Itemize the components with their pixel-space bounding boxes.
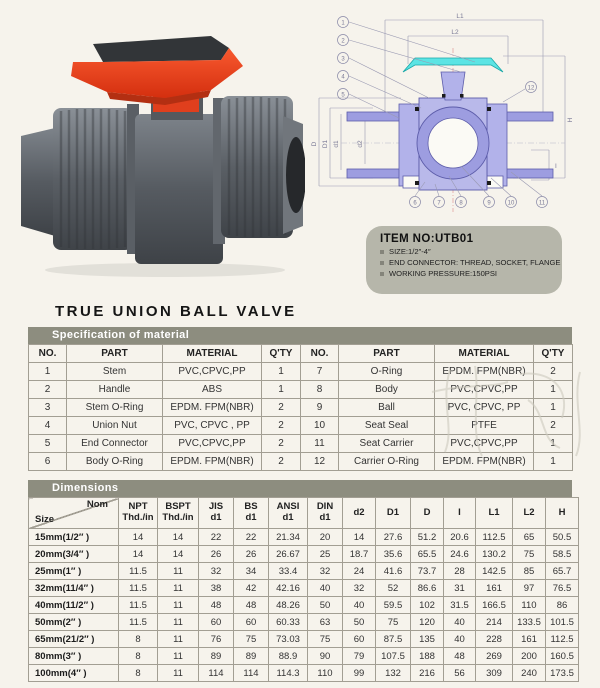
- dims-cell: 24: [343, 563, 376, 580]
- dims-cell: 18.7: [343, 546, 376, 563]
- dims-cell: 51.2: [411, 529, 444, 546]
- dims-cell: 76: [199, 631, 234, 648]
- dims-size-cell: 32mm(11/4″ ): [29, 580, 119, 597]
- svg-text:5: 5: [341, 92, 345, 99]
- spec-cell: PVC,CPVC,PP: [435, 435, 534, 453]
- dims-size-cell: 80mm(3″ ): [29, 648, 119, 665]
- dims-row: [29, 563, 579, 580]
- svg-text:I: I: [555, 163, 557, 170]
- dims-cell: 31.5: [444, 597, 476, 614]
- dims-row: [29, 597, 579, 614]
- dims-cell: 216: [411, 665, 444, 682]
- svg-text:11: 11: [538, 200, 546, 207]
- spec-cell: 1: [534, 381, 573, 399]
- dims-cell: 11.5: [119, 597, 158, 614]
- dims-cell: 41.6: [376, 563, 411, 580]
- dims-cell: 269: [476, 648, 513, 665]
- spec-cell: Handle: [67, 381, 163, 399]
- dims-cell: 99: [343, 665, 376, 682]
- spec-col-header: PART: [339, 345, 435, 363]
- left-end-connector: [21, 128, 55, 236]
- spec-cell: EPDM. FPM(NBR): [163, 453, 262, 471]
- dims-cell: 60: [343, 631, 376, 648]
- bullet-square-icon: [380, 261, 384, 265]
- spec-col-header: Q'TY: [534, 345, 573, 363]
- dims-cell: 114: [234, 665, 269, 682]
- spec-cell: Ball: [339, 399, 435, 417]
- svg-text:2: 2: [341, 38, 345, 45]
- dims-cell: 26: [234, 546, 269, 563]
- dims-cell: 42: [234, 580, 269, 597]
- spec-col-header: NO.: [29, 345, 67, 363]
- spec-cell: 11: [301, 435, 339, 453]
- dims-cell: 160.5: [546, 648, 579, 665]
- dims-cell: 214: [476, 614, 513, 631]
- spec-row: [29, 363, 573, 381]
- dims-cell: 40: [343, 597, 376, 614]
- dims-cell: 34: [234, 563, 269, 580]
- dims-cell: 20: [308, 529, 343, 546]
- dims-cell: 56: [444, 665, 476, 682]
- dims-cell: 89: [234, 648, 269, 665]
- dims-cell: 133.5: [513, 614, 546, 631]
- svg-text:d1: d1: [333, 140, 340, 148]
- dims-cell: 14: [119, 529, 158, 546]
- dims-cell: 27.6: [376, 529, 411, 546]
- dims-col-header: d2: [343, 498, 376, 529]
- dims-cell: 24.6: [444, 546, 476, 563]
- dims-cell: 48: [234, 597, 269, 614]
- spec-cell: PVC, CPVC, PP: [435, 399, 534, 417]
- spec-col-header: MATERIAL: [435, 345, 534, 363]
- dims-row: [29, 546, 579, 563]
- dims-cell: 31: [444, 580, 476, 597]
- svg-text:12: 12: [527, 85, 535, 92]
- dims-cell: 75: [234, 631, 269, 648]
- dims-header-row: [29, 498, 579, 529]
- svg-text:7: 7: [437, 200, 441, 207]
- spec-cell: PVC,CPVC,PP: [163, 363, 262, 381]
- bullet-square-icon: [380, 250, 384, 254]
- dims-cell: 11: [158, 597, 199, 614]
- dims-cell: 90: [308, 648, 343, 665]
- dims-cell: 87.5: [376, 631, 411, 648]
- dims-col-header: DIN d1: [308, 498, 343, 529]
- dims-cell: 52: [376, 580, 411, 597]
- dims-cell: 48: [199, 597, 234, 614]
- dims-cell: 11: [158, 580, 199, 597]
- spec-cell: 1: [534, 453, 573, 471]
- dims-cell: 86.6: [411, 580, 444, 597]
- dims-cell: 97: [513, 580, 546, 597]
- dims-row: [29, 529, 579, 546]
- dims-cell: 38: [199, 580, 234, 597]
- spec-cell: Stem O-Ring: [67, 399, 163, 417]
- spec-cell: 1: [534, 435, 573, 453]
- spec-row: [29, 453, 573, 471]
- dims-cell: 14: [343, 529, 376, 546]
- dims-cell: 75: [308, 631, 343, 648]
- spec-cell: 9: [301, 399, 339, 417]
- spec-cell: Body: [339, 381, 435, 399]
- dims-cell: 89: [199, 648, 234, 665]
- spec-col-header: MATERIAL: [163, 345, 262, 363]
- dims-cell: 161: [513, 631, 546, 648]
- dims-cell: 130.2: [476, 546, 513, 563]
- spec-col-header: NO.: [301, 345, 339, 363]
- photo-shadow: [45, 263, 285, 277]
- dims-size-cell: 50mm(2″ ): [29, 614, 119, 631]
- dims-size-cell: 25mm(1″ ): [29, 563, 119, 580]
- dims-cell: 85: [513, 563, 546, 580]
- dims-cell: 58.5: [546, 546, 579, 563]
- dims-cell: 173.5: [546, 665, 579, 682]
- spec-cell: Union Nut: [67, 417, 163, 435]
- dims-cell: 11: [158, 614, 199, 631]
- dims-cell: 60.33: [269, 614, 308, 631]
- dims-cell: 120: [411, 614, 444, 631]
- spec-cell: 2: [29, 381, 67, 399]
- spec-cell: PTFE: [435, 417, 534, 435]
- svg-text:L2: L2: [451, 29, 459, 36]
- spec-cell: 6: [29, 453, 67, 471]
- spec-cell: 5: [29, 435, 67, 453]
- dims-corner-cell: Nom Size: [29, 498, 119, 529]
- dims-cell: 11.5: [119, 614, 158, 631]
- dims-cell: 188: [411, 648, 444, 665]
- dims-cell: 14: [158, 529, 199, 546]
- dims-cell: 76.5: [546, 580, 579, 597]
- dims-col-header: L1: [476, 498, 513, 529]
- svg-text:D: D: [311, 141, 318, 147]
- dims-cell: 11: [158, 631, 199, 648]
- dims-cell: 11: [158, 665, 199, 682]
- dims-cell: 11.5: [119, 580, 158, 597]
- dims-col-header: JIS d1: [199, 498, 234, 529]
- svg-text:1: 1: [341, 20, 345, 27]
- dims-cell: 26: [199, 546, 234, 563]
- valve-body: [135, 114, 223, 264]
- spec-cell: PVC, CPVC , PP: [163, 417, 262, 435]
- technical-diagram: [303, 6, 597, 224]
- handle-top-insert: [93, 36, 229, 62]
- spec-cell: 1: [262, 363, 301, 381]
- spec-cell: PVC,CPVC,PP: [435, 381, 534, 399]
- svg-text:3: 3: [341, 56, 345, 63]
- dims-cell: 112.5: [476, 529, 513, 546]
- dims-cell: 228: [476, 631, 513, 648]
- svg-text:8: 8: [459, 200, 463, 207]
- spec-cell: Body O-Ring: [67, 453, 163, 471]
- dims-col-header: BS d1: [234, 498, 269, 529]
- dims-col-header: NPT Thd./in: [119, 498, 158, 529]
- dims-cell: 11: [158, 563, 199, 580]
- dims-row: [29, 665, 579, 682]
- dims-cell: 22: [199, 529, 234, 546]
- dims-cell: 112.5: [546, 631, 579, 648]
- item-number: ITEM NO:UTB01: [380, 233, 474, 245]
- spec-cell: EPDM. FPM(NBR): [163, 399, 262, 417]
- dims-cell: 40: [444, 631, 476, 648]
- dims-cell: 40: [308, 580, 343, 597]
- dims-cell: 309: [476, 665, 513, 682]
- dims-row: [29, 580, 579, 597]
- dims-cell: 75: [376, 614, 411, 631]
- dims-cell: 79: [343, 648, 376, 665]
- dims-cell: 48: [444, 648, 476, 665]
- spec-cell: 2: [262, 453, 301, 471]
- spec-cell: Carrier O-Ring: [339, 453, 435, 471]
- svg-text:D1: D1: [322, 139, 329, 149]
- item-info-box: [366, 226, 562, 294]
- spec-cell: 10: [301, 417, 339, 435]
- spec-cell: 1: [262, 381, 301, 399]
- dims-cell: 20.6: [444, 529, 476, 546]
- spec-cell: 2: [262, 435, 301, 453]
- dims-size-cell: 15mm(1/2″ ): [29, 529, 119, 546]
- dims-cell: 114.3: [269, 665, 308, 682]
- spec-cell: Seat Carrier: [339, 435, 435, 453]
- dims-row: [29, 648, 579, 665]
- dims-cell: 86: [546, 597, 579, 614]
- spec-row: [29, 417, 573, 435]
- dims-cell: 101.5: [546, 614, 579, 631]
- dims-section-header: Dimensions: [28, 480, 572, 497]
- spec-row: [29, 435, 573, 453]
- right-union-nut: [221, 96, 293, 238]
- dims-cell: 8: [119, 665, 158, 682]
- dims-cell: 35.6: [376, 546, 411, 563]
- dims-cell: 28: [444, 563, 476, 580]
- spec-cell: 4: [29, 417, 67, 435]
- dims-cell: 240: [513, 665, 546, 682]
- dims-size-cell: 100mm(4″ ): [29, 665, 119, 682]
- dims-cell: 142.5: [476, 563, 513, 580]
- spec-col-header: Q'TY: [262, 345, 301, 363]
- spec-cell: 2: [262, 399, 301, 417]
- spec-cell: 3: [29, 399, 67, 417]
- dims-cell: 110: [308, 665, 343, 682]
- svg-text:6: 6: [413, 200, 417, 207]
- spec-cell: End Connector: [67, 435, 163, 453]
- spec-cell: PVC,CPVC,PP: [163, 435, 262, 453]
- dims-cell: 32: [343, 580, 376, 597]
- dims-cell: 14: [119, 546, 158, 563]
- spec-cell: EPDM. FPM(NBR): [435, 453, 534, 471]
- spec-cell: 8: [301, 381, 339, 399]
- dims-cell: 50: [343, 614, 376, 631]
- dims-cell: 65: [513, 529, 546, 546]
- dims-size-cell: 40mm(11/2″ ): [29, 597, 119, 614]
- dims-cell: 50: [308, 597, 343, 614]
- dims-cell: 11.5: [119, 563, 158, 580]
- dims-cell: 21.34: [269, 529, 308, 546]
- dims-cell: 22: [234, 529, 269, 546]
- spec-cell: 2: [534, 363, 573, 381]
- dims-cell: 42.16: [269, 580, 308, 597]
- dims-col-header: D1: [376, 498, 411, 529]
- dims-cell: 32: [199, 563, 234, 580]
- dims-cell: 73.7: [411, 563, 444, 580]
- dims-col-header: L2: [513, 498, 546, 529]
- spec-section-header: Specification of material: [28, 327, 572, 344]
- dims-cell: 166.5: [476, 597, 513, 614]
- spec-cell: Seat Seal: [339, 417, 435, 435]
- dims-col-header: I: [444, 498, 476, 529]
- dims-cell: 107.5: [376, 648, 411, 665]
- spec-cell: 1: [534, 399, 573, 417]
- spec-row: [29, 399, 573, 417]
- spec-cell: ABS: [163, 381, 262, 399]
- spec-cell: 2: [262, 417, 301, 435]
- dims-cell: 60: [199, 614, 234, 631]
- spec-cell: 12: [301, 453, 339, 471]
- spec-table: [28, 344, 573, 471]
- spec-col-header: PART: [67, 345, 163, 363]
- dims-cell: 161: [476, 580, 513, 597]
- dims-size-cell: 65mm(21/2″ ): [29, 631, 119, 648]
- spec-cell: Stem: [67, 363, 163, 381]
- dims-cell: 60: [234, 614, 269, 631]
- valve-product-photo: [15, 18, 305, 286]
- dims-row: [29, 614, 579, 631]
- dims-cell: 11: [158, 648, 199, 665]
- svg-text:d2: d2: [357, 140, 364, 148]
- dims-col-header: H: [546, 498, 579, 529]
- item-bullet: SIZE:1/2″-4″: [380, 247, 552, 256]
- dims-cell: 40: [444, 614, 476, 631]
- dims-cell: 48.26: [269, 597, 308, 614]
- item-bullet: WORKING PRESSURE:150PSI: [380, 269, 552, 278]
- dims-cell: 200: [513, 648, 546, 665]
- dims-cell: 65.7: [546, 563, 579, 580]
- page-title: TRUE UNION BALL VALVE: [55, 303, 297, 320]
- dims-cell: 88.9: [269, 648, 308, 665]
- dims-cell: 102: [411, 597, 444, 614]
- svg-text:H: H: [567, 117, 574, 123]
- dimensions-table: [28, 497, 579, 682]
- spec-cell: 2: [534, 417, 573, 435]
- dims-col-header: ANSI d1: [269, 498, 308, 529]
- dims-row: [29, 631, 579, 648]
- dims-cell: 8: [119, 648, 158, 665]
- svg-text:4: 4: [341, 74, 345, 81]
- dims-col-header: BSPT Thd./in: [158, 498, 199, 529]
- svg-text:L1: L1: [456, 13, 464, 20]
- dims-cell: 33.4: [269, 563, 308, 580]
- spec-header-row: [29, 345, 573, 363]
- dims-cell: 25: [308, 546, 343, 563]
- dims-col-header: D: [411, 498, 444, 529]
- dims-cell: 132: [376, 665, 411, 682]
- bullet-square-icon: [380, 272, 384, 276]
- svg-text:10: 10: [507, 200, 515, 207]
- spec-cell: O-Ring: [339, 363, 435, 381]
- dims-cell: 114: [199, 665, 234, 682]
- dims-cell: 65.5: [411, 546, 444, 563]
- dims-cell: 59.5: [376, 597, 411, 614]
- svg-text:9: 9: [487, 200, 491, 207]
- item-bullet: END CONNECTOR: THREAD, SOCKET, FLANGE: [380, 258, 552, 267]
- spec-row: [29, 381, 573, 399]
- spec-cell: EPDM. FPM(NBR): [435, 363, 534, 381]
- dims-cell: 50.5: [546, 529, 579, 546]
- spec-cell: 7: [301, 363, 339, 381]
- dims-cell: 63: [308, 614, 343, 631]
- dims-cell: 26.67: [269, 546, 308, 563]
- dims-cell: 110: [513, 597, 546, 614]
- dims-cell: 135: [411, 631, 444, 648]
- dims-cell: 14: [158, 546, 199, 563]
- dims-cell: 32: [308, 563, 343, 580]
- spec-cell: 1: [29, 363, 67, 381]
- ball-bore: [428, 118, 478, 168]
- dims-size-cell: 20mm(3/4″ ): [29, 546, 119, 563]
- dims-cell: 75: [513, 546, 546, 563]
- dims-cell: 73.03: [269, 631, 308, 648]
- dims-cell: 8: [119, 631, 158, 648]
